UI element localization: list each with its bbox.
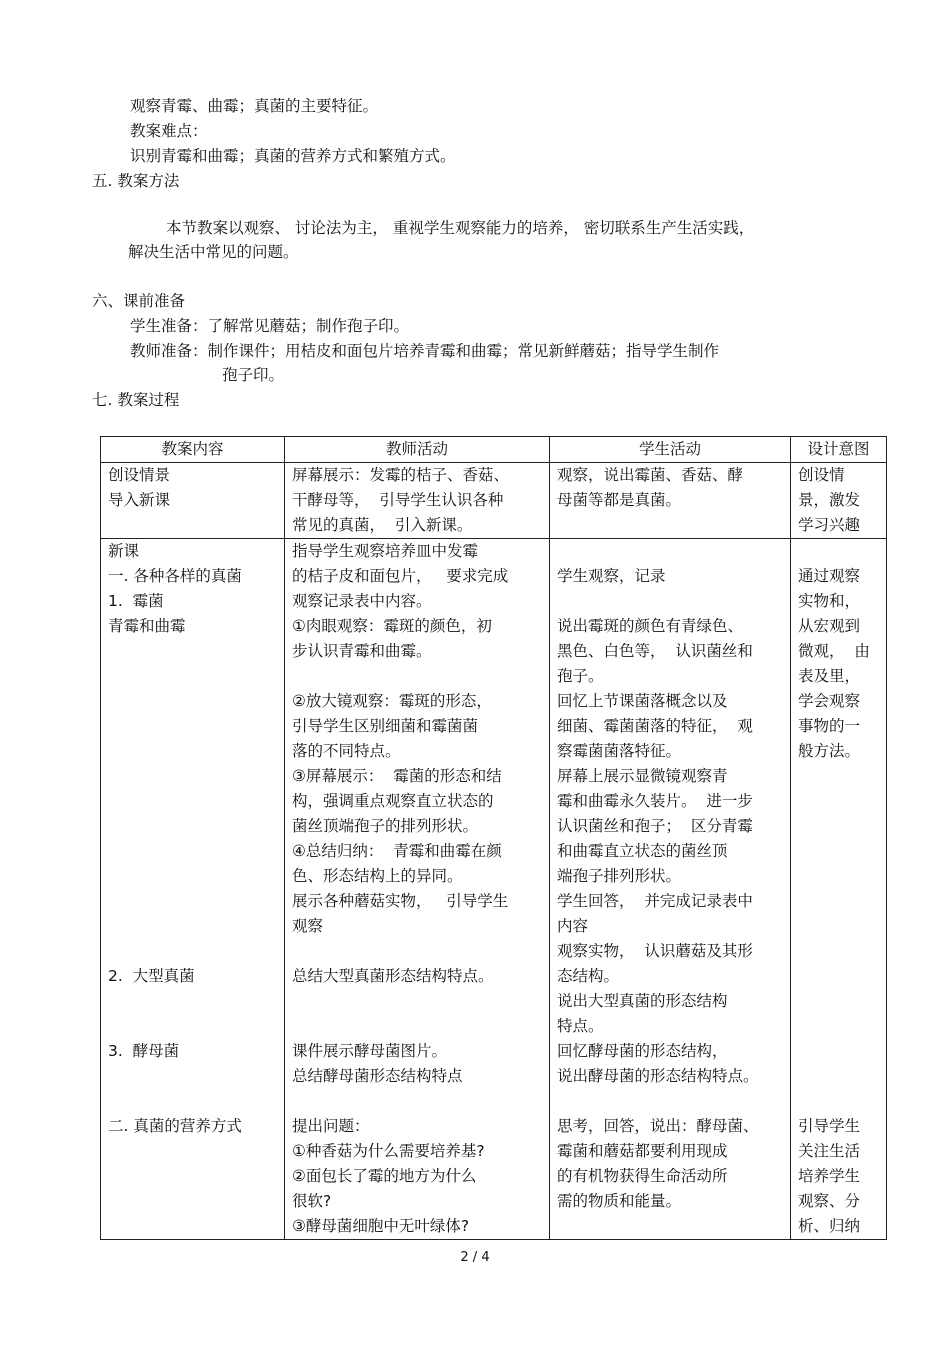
cell-line: [108, 639, 277, 664]
cell-line: [108, 1014, 277, 1039]
cell-line: 回忆上节课菌落概念以及: [557, 692, 728, 710]
header-intent: 设计意图: [791, 437, 887, 463]
section5-heading: 五. 教案方法: [92, 172, 180, 190]
top-line-2: 教案难点：: [130, 122, 208, 140]
cell-line: ①肉眼观察：霉斑的颜色，初: [292, 617, 492, 635]
cell-line: [108, 714, 277, 739]
section7-heading: 七. 教案过程: [92, 391, 180, 409]
cell-line: [108, 689, 277, 714]
cell-line: 需的物质和能量。: [557, 1192, 682, 1210]
cell-line: [108, 1064, 277, 1089]
cell-line: [798, 1064, 879, 1089]
cell-line: [798, 1014, 879, 1039]
cell-line: 认识菌丝和孢子； 区分青霉: [557, 817, 753, 835]
cell-line: 指导学生观察培养皿中发霉: [292, 542, 479, 560]
teacher-cell: [285, 539, 550, 1240]
cell-line: 从宏观到: [798, 617, 861, 635]
cell-line: [557, 539, 783, 564]
cell-line: 总结大型真菌形态结构特点。: [292, 967, 494, 985]
cell-line: 展示各种蘑菇实物， 引导学生: [292, 892, 509, 910]
cell-line: 青霉和曲霉: [108, 617, 186, 635]
cell-line: 观察、分: [798, 1192, 861, 1210]
cell-line: [292, 939, 542, 964]
cell-line: 2. 大型真菌: [108, 967, 195, 985]
cell-line: 培养学生: [798, 1167, 861, 1185]
cell-line: 菌丝顶端孢子的排列形状。: [292, 817, 479, 835]
cell-line: 3. 酵母菌: [108, 1042, 180, 1060]
cell-line: 细菌、霉菌菌落的特征， 观: [557, 717, 753, 735]
cell-line: 说出霉斑的颜色有青绿色、: [557, 617, 744, 635]
cell-line: [557, 1089, 783, 1114]
cell-line: [798, 764, 879, 789]
cell-line: 说出酵母菌的形态结构特点。: [557, 1067, 759, 1085]
table-row: [101, 463, 887, 539]
cell-line: 关注生活: [798, 1142, 861, 1160]
cell-line: [108, 814, 277, 839]
cell-line: 总结酵母菌形态结构特点: [292, 1067, 463, 1085]
cell-line: 观察实物， 认识蘑菇及其形: [557, 942, 753, 960]
cell-line: 新课: [108, 542, 140, 560]
intent-cell: [791, 539, 887, 1240]
cell-line: 和曲霉直立状态的菌丝顶: [557, 842, 728, 860]
cell-line: 学会观察: [798, 692, 861, 710]
cell-line: 二. 真菌的营养方式: [108, 1117, 242, 1135]
cell-line: [108, 664, 277, 689]
cell-line: [108, 889, 277, 914]
cell-line: 霉和曲霉永久装片。 进一步: [557, 792, 753, 810]
cell-line: [798, 1089, 879, 1114]
cell-line: 创设情景: [108, 466, 171, 484]
cell-line: 创设情: [798, 466, 845, 484]
header-student: 学生活动: [550, 437, 791, 463]
cell-line: [798, 914, 879, 939]
section6-heading: 六、课前准备: [92, 292, 186, 310]
cell-line: [108, 914, 277, 939]
cell-line: 态结构。: [557, 967, 620, 985]
content-cell: [101, 539, 285, 1240]
cell-line: 景，激发: [798, 491, 861, 509]
cell-line: [798, 889, 879, 914]
cell-line: 回忆酵母菌的形态结构，: [557, 1042, 728, 1060]
cell-line: [108, 764, 277, 789]
cell-line: 色、形态结构上的异同。: [292, 867, 463, 885]
cell-line: 观察记录表中内容。: [292, 592, 432, 610]
student-prep: 学生准备：了解常见蘑菇；制作孢子印。: [130, 317, 410, 335]
cell-line: 构，强调重点观察直立状态的: [292, 792, 494, 810]
cell-line: 表及里，: [798, 667, 861, 685]
cell-line: [292, 664, 542, 689]
cell-line: 孢子。: [557, 667, 604, 685]
table-header-row: [101, 437, 887, 463]
cell-line: 落的不同特点。: [292, 742, 401, 760]
cell-line: [108, 789, 277, 814]
intent-cell: [791, 463, 887, 539]
teacher-prep-line2: 孢子印。: [222, 366, 285, 384]
section5-paragraph-line1: 本节教案以观察、 讨论法为主， 重视学生观察能力的培养， 密切联系生产生活实践，: [166, 219, 755, 237]
cell-line: [108, 864, 277, 889]
cell-line: [798, 939, 879, 964]
top-line-3: 识别青霉和曲霉；真菌的营养方式和繁殖方式。: [130, 147, 456, 165]
cell-line: [798, 864, 879, 889]
cell-line: [292, 989, 542, 1014]
cell-line: 霉菌和蘑菇都要利用现成: [557, 1142, 728, 1160]
student-cell: [550, 463, 791, 539]
cell-line: 的有机物获得生命活动所: [557, 1167, 728, 1185]
cell-line: [108, 989, 277, 1014]
cell-line: 课件展示酵母菌图片。: [292, 1042, 448, 1060]
cell-line: 引导学生: [798, 1117, 861, 1135]
cell-line: [798, 539, 879, 564]
cell-line: 事物的一: [798, 717, 861, 735]
cell-line: 屏幕上展示显微镜观察青: [557, 767, 728, 785]
header-teacher: 教师活动: [285, 437, 550, 463]
cell-line: [108, 1089, 277, 1114]
cell-line: 观察: [292, 917, 324, 935]
table-row: [101, 539, 887, 1240]
cell-line: 导入新课: [108, 491, 171, 509]
cell-line: [292, 1089, 542, 1114]
cell-line: 微观， 由: [798, 642, 870, 660]
cell-line: 学生回答， 并完成记录表中: [557, 892, 753, 910]
cell-line: ③屏幕展示： 霉菌的形态和结: [292, 767, 502, 785]
cell-line: [798, 1039, 879, 1064]
cell-line: 步认识青霉和曲霉。: [292, 642, 432, 660]
cell-line: 说出大型真菌的形态结构: [557, 992, 728, 1010]
teacher-cell: [285, 463, 550, 539]
cell-line: 析、归纳: [798, 1217, 861, 1235]
cell-line: 黑色、白色等， 认识菌丝和: [557, 642, 753, 660]
content-cell: [101, 463, 285, 539]
cell-line: 干酵母等， 引导学生认识各种: [292, 491, 504, 509]
cell-line: 引导学生区别细菌和霉菌菌: [292, 717, 479, 735]
cell-line: ④总结归纳： 青霉和曲霉在颜: [292, 842, 502, 860]
cell-line: 通过观察: [798, 567, 861, 585]
cell-line: ②面包长了霉的地方为什么: [292, 1167, 477, 1185]
cell-line: 常见的真菌， 引入新课。: [292, 516, 473, 534]
cell-line: [108, 939, 277, 964]
cell-line: 屏幕展示：发霉的桔子、香菇、: [292, 466, 510, 484]
student-cell: [550, 539, 791, 1240]
cell-line: 端孢子排列形状。: [557, 867, 682, 885]
lesson-process-table: [100, 436, 887, 1240]
cell-line: 察霉菌菌落特征。: [557, 742, 682, 760]
cell-line: [108, 839, 277, 864]
cell-line: [108, 739, 277, 764]
cell-line: 实物和，: [798, 592, 861, 610]
cell-line: [798, 989, 879, 1014]
cell-line: 观察，说出霉菌、香菇、酵: [557, 466, 744, 484]
cell-line: 1. 霉菌: [108, 592, 164, 610]
cell-line: 学生观察，记录: [557, 567, 666, 585]
teacher-prep-line1: 教师准备：制作课件；用桔皮和面包片培养青霉和曲霉；常见新鲜蘑菇；指导学生制作: [130, 342, 720, 360]
header-content: 教案内容: [101, 437, 285, 463]
cell-line: [292, 1014, 542, 1039]
cell-line: 特点。: [557, 1017, 604, 1035]
section5-paragraph-line2: 解决生活中常见的问题。: [128, 243, 299, 261]
cell-line: 一. 各种各样的真菌: [108, 567, 242, 585]
cell-line: 提出问题：: [292, 1117, 370, 1135]
cell-line: ③酵母菌细胞中无叶绿体?: [292, 1217, 470, 1235]
cell-line: 很软?: [292, 1192, 332, 1210]
cell-line: [798, 789, 879, 814]
cell-line: [798, 814, 879, 839]
cell-line: ①种香菇为什么需要培养基?: [292, 1142, 485, 1160]
cell-line: 思考，回答，说出：酵母菌、: [557, 1117, 759, 1135]
cell-line: 内容: [557, 917, 589, 935]
top-line-1: 观察青霉、曲霉；真菌的主要特征。: [130, 97, 379, 115]
cell-line: [798, 964, 879, 989]
page-number: 2 / 4: [460, 1250, 490, 1265]
cell-line: 母菌等都是真菌。: [557, 491, 682, 509]
cell-line: 学习兴趣: [798, 516, 861, 534]
cell-line: ②放大镜观察：霉斑的形态，: [292, 692, 492, 710]
cell-line: 的桔子皮和面包片， 要求完成: [292, 567, 509, 585]
cell-line: [557, 589, 783, 614]
cell-line: [798, 839, 879, 864]
cell-line: 般方法。: [798, 742, 861, 760]
